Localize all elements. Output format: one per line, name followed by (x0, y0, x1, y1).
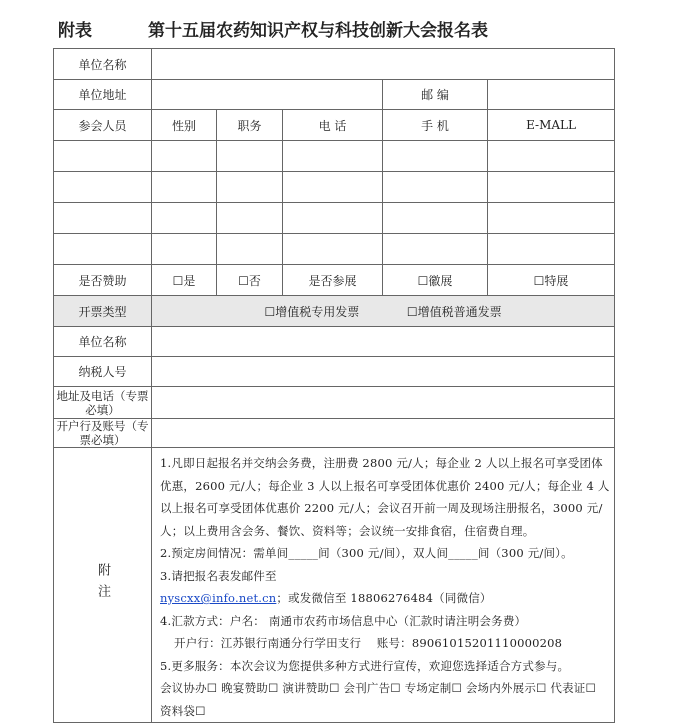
postcode-label: 邮 编 (383, 80, 488, 110)
notes-label-cell (54, 448, 152, 723)
attendee-cell[interactable] (283, 141, 383, 172)
form-title: 第十五届农药知识产权与科技创新大会报名表 (148, 21, 488, 41)
note-bank: 开户行：江苏银行南通分行学田支行 账号：89061015201110000208 (174, 636, 563, 650)
attendee-cell[interactable] (217, 203, 283, 234)
attendee-cell[interactable] (54, 234, 152, 265)
unit-address-label: 单位地址 (54, 80, 152, 110)
attendee-cell[interactable] (217, 172, 283, 203)
attendee-cell[interactable] (152, 203, 217, 234)
attendee-cell[interactable] (283, 234, 383, 265)
postcode-field[interactable] (488, 80, 615, 110)
exhibit-special-checkbox[interactable]: ☐特展 (488, 265, 615, 296)
note-remittance: 4.汇款方式：户名： 南通市农药市场信息中心（汇款时请注明会务费） (160, 613, 527, 628)
taxpayer-row (54, 357, 615, 387)
gender-header: 性别 (152, 110, 217, 141)
bank-account-field[interactable] (152, 419, 615, 448)
unit-name-row (54, 49, 615, 80)
note-submit: 3.请把报名表发邮件至 nyscxx@info.net.cn；或发微信至 18806276484（同微信） (160, 568, 492, 605)
attendee-cell[interactable] (217, 234, 283, 265)
attendee-cell[interactable] (152, 234, 217, 265)
sponsor-row (54, 265, 615, 296)
bank-account-row (54, 419, 615, 448)
address-phone-row (54, 387, 615, 419)
position-header: 职务 (217, 110, 283, 141)
unit-address-field[interactable] (152, 80, 383, 110)
attendee-cell[interactable] (152, 172, 217, 203)
attendee-row (54, 172, 615, 203)
attendee-cell[interactable] (488, 172, 615, 203)
sponsor-yes-checkbox[interactable]: ☐是 (152, 265, 217, 296)
mobile-header: 手 机 (383, 110, 488, 141)
registration-form (53, 48, 615, 723)
invoice-unit-row (54, 327, 615, 357)
note-service-options[interactable]: 会议协办☐ 晚宴赞助☐ 演讲赞助☐ 会刊广告☐ 专场定制☐ 会场内外展示☐ 代表证☐ 资料袋☐ (160, 681, 596, 718)
sponsor-no-checkbox[interactable]: ☐否 (217, 265, 283, 296)
attendee-row (54, 234, 615, 265)
address-phone-field[interactable] (152, 387, 615, 419)
invoice-type-row (54, 296, 615, 327)
page-header (58, 12, 658, 42)
taxpayer-label: 纳税人号 (54, 357, 152, 387)
email-link[interactable]: nyscxx@info.net.cn (160, 591, 277, 605)
notes-row (54, 448, 615, 723)
attendee-cell[interactable] (54, 141, 152, 172)
attendee-cell[interactable] (383, 172, 488, 203)
attendee-cell[interactable] (488, 203, 615, 234)
appendix-prefix: 附表 (58, 21, 92, 41)
unit-name-field[interactable] (152, 49, 615, 80)
attendee-row (54, 203, 615, 234)
attendee-cell[interactable] (283, 203, 383, 234)
attendee-header-row (54, 110, 615, 141)
attendee-cell[interactable] (488, 141, 615, 172)
unit-address-row (54, 80, 615, 110)
attendee-cell[interactable] (217, 141, 283, 172)
exhibit-label: 是否参展 (283, 265, 383, 296)
unit-name-label: 单位名称 (54, 49, 152, 80)
attendee-cell[interactable] (383, 234, 488, 265)
invoice-special-checkbox[interactable]: ☐增值税专用发票 (264, 304, 360, 319)
invoice-normal-checkbox[interactable]: ☐增值税普通发票 (406, 304, 502, 319)
attendee-cell[interactable] (283, 172, 383, 203)
attendee-cell[interactable] (54, 172, 152, 203)
attendee-cell[interactable] (383, 141, 488, 172)
notes-content (152, 448, 615, 723)
attendee-row (54, 141, 615, 172)
exhibit-booth-checkbox[interactable]: ☐徽展 (383, 265, 488, 296)
phone-header: 电 话 (283, 110, 383, 141)
notes-label: 附注 (95, 562, 110, 605)
attendee-cell[interactable] (383, 203, 488, 234)
bank-account-label: 开户行及账号（专票必填） (54, 419, 152, 448)
invoice-unit-field[interactable] (152, 327, 615, 357)
invoice-type-options (152, 296, 615, 327)
attendee-cell[interactable] (488, 234, 615, 265)
note-rooms: 2.预定房间情况：需单间_____间（300 元/间），双人间_____间（300 元/间）。 (160, 546, 573, 560)
note-services: 5.更多服务：本次会议为您提供多种方式进行宣传，欢迎您选择适合方式参与。 (160, 658, 570, 673)
invoice-type-label: 开票类型 (54, 296, 152, 327)
address-phone-label: 地址及电话（专票必填） (54, 387, 152, 419)
note-fees: 1.凡即日起报名并交纳会务费，注册费 2800 元/人；每企业 2 人以上报名可享受团体优惠，2600 元/人；每企业 3 人以上报名可享受团体优惠价 2400 元/人；每企业 4 人以上报名可享受团体优惠价 2200 元/人；会议召开前一周及现场注册报名，3000 元/人；以上费用含会务、餐饮、资料等；会议统一安排食宿，住宿费自理。 (160, 456, 610, 538)
sponsor-label: 是否赞助 (54, 265, 152, 296)
invoice-unit-label: 单位名称 (54, 327, 152, 357)
email-header: E-MALL (488, 110, 615, 141)
attendee-cell[interactable] (54, 203, 152, 234)
taxpayer-field[interactable] (152, 357, 615, 387)
attendee-header: 参会人员 (54, 110, 152, 141)
attendee-cell[interactable] (152, 141, 217, 172)
